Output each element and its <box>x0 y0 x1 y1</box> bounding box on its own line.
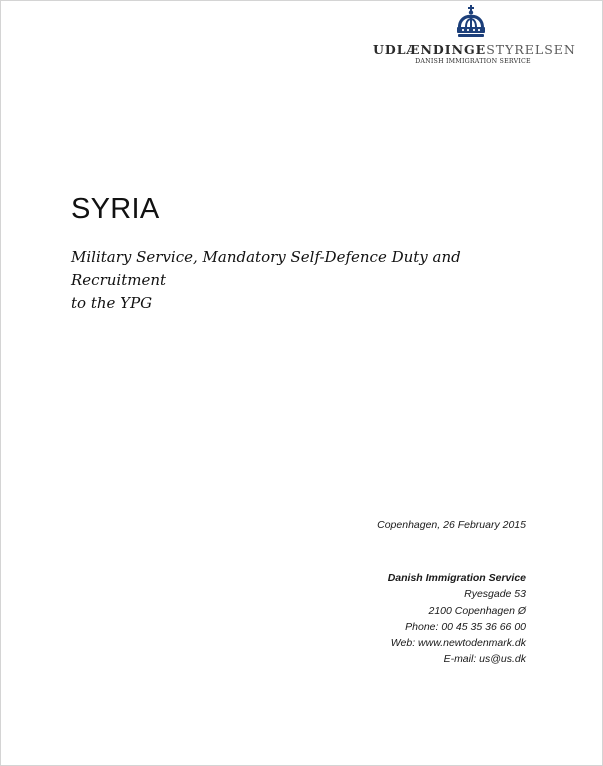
subtitle-line-2: to the YPG <box>71 294 153 312</box>
logo-subtitle: DANISH IMMIGRATION SERVICE <box>415 58 531 65</box>
place-date: Copenhagen, 26 February 2015 <box>377 519 526 531</box>
contact-organization: Danish Immigration Service <box>387 572 526 584</box>
logo-wordmark <box>373 42 576 57</box>
logo-wordmark-part2: STYRELSEN <box>486 42 576 57</box>
contact-email: E-mail: us@us.dk <box>443 653 526 666</box>
contact-phone: Phone: 00 45 35 36 66 00 <box>405 620 526 633</box>
subtitle-line-1: Military Service, Mandatory Self-Defence Duty and Recruitment <box>71 248 461 289</box>
contact-city: 2100 Copenhagen Ø <box>428 604 526 617</box>
agency-logo <box>373 5 576 67</box>
contact-block <box>388 570 526 668</box>
document-subtitle <box>71 246 541 315</box>
document-title: SYRIA <box>71 193 160 225</box>
logo-wordmark-part1: UDLÆNDINGE <box>373 42 487 57</box>
contact-street: Ryesgade 53 <box>464 588 526 601</box>
contact-web: Web: www.newtodenmark.dk <box>390 637 526 650</box>
crown-icon <box>455 5 487 39</box>
